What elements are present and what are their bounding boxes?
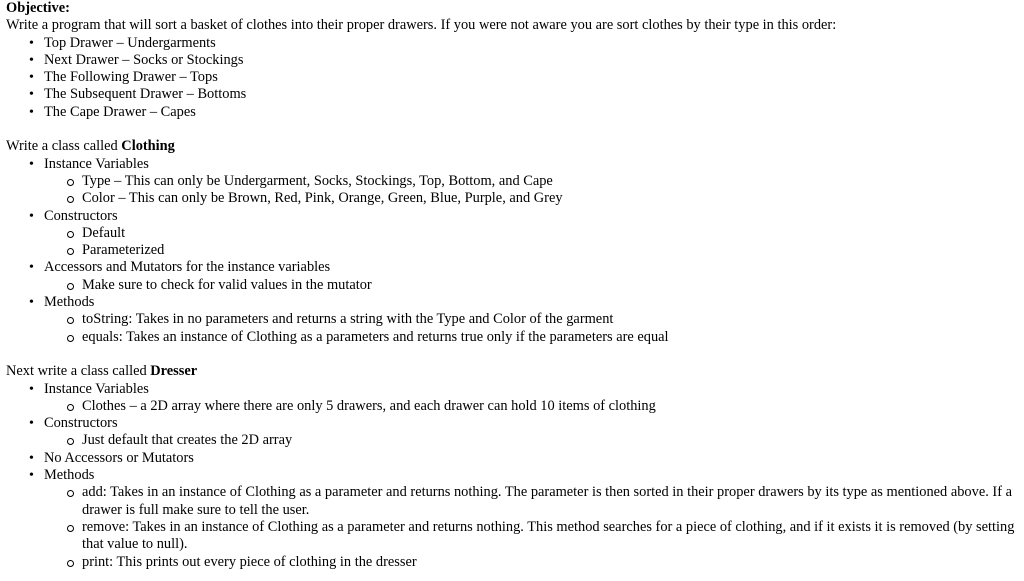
clothing-intro xyxy=(6,138,1024,155)
clothing-accessors xyxy=(6,259,1024,294)
sub-item: Just default that creates the 2D array xyxy=(44,432,1024,449)
sub-item: Clothes – a 2D array where there are only 5 drawers, and each drawer can hold 10 items of clothing xyxy=(44,398,1024,415)
dresser-accessors xyxy=(6,450,1024,467)
list-label: Constructors xyxy=(44,207,118,224)
drawer-order-list xyxy=(6,35,1024,121)
sub-list xyxy=(44,225,1024,260)
clothing-constructors xyxy=(6,208,1024,260)
list-label: Methods xyxy=(44,467,95,484)
sub-item: Color – This can only be Brown, Red, Pink, Orange, Green, Blue, Purple, and Grey xyxy=(44,190,1024,207)
drawer-item: • The Following Drawer – Tops xyxy=(6,69,1024,86)
dresser-spec-list xyxy=(6,381,1024,571)
clothing-methods xyxy=(6,294,1024,346)
dresser-class-name: Dresser xyxy=(150,363,198,380)
drawer-item: • The Subsequent Drawer – Bottoms xyxy=(6,86,1024,103)
sub-list xyxy=(44,311,1024,346)
section-spacer xyxy=(6,121,1024,138)
dresser-instance-variables xyxy=(6,381,1024,416)
sub-list xyxy=(44,398,1024,415)
sub-list xyxy=(44,484,1024,570)
objective-intro: Write a program that will sort a basket of clothes into their proper drawers. If you were not aware you are sort clothes by their type in this order: xyxy=(6,17,837,34)
sub-item: print: This prints out every piece of clothing in the dresser xyxy=(44,554,1024,571)
list-label: Accessors and Mutators for the instance variables xyxy=(44,259,331,276)
sub-list xyxy=(44,173,1024,208)
dresser-constructors xyxy=(6,415,1024,450)
dresser-intro-prefix: Next write a class called xyxy=(6,363,151,380)
drawer-item: • The Cape Drawer – Capes xyxy=(6,104,1024,121)
drawer-item: • Next Drawer – Socks or Stockings xyxy=(6,52,1024,69)
sub-item: Parameterized xyxy=(44,242,1024,259)
sub-item: toString: Takes in no parameters and returns a string with the Type and Color of the garment xyxy=(44,311,1024,328)
dresser-intro xyxy=(6,363,1024,380)
list-label: Methods xyxy=(44,294,95,311)
list-label: Instance Variables xyxy=(44,380,149,397)
list-label: Instance Variables xyxy=(44,155,149,172)
sub-item: Default xyxy=(44,225,1024,242)
sub-list xyxy=(44,277,1024,294)
sub-item: Type – This can only be Undergarment, Socks, Stockings, Top, Bottom, and Cape xyxy=(44,173,1024,190)
sub-list xyxy=(44,432,1024,449)
clothing-spec-list xyxy=(6,156,1024,346)
list-label: Constructors xyxy=(44,415,118,432)
list-label: No Accessors or Mutators xyxy=(44,449,194,466)
objective-heading: Objective: xyxy=(6,0,70,16)
sub-item: remove: Takes in an instance of Clothing as a parameter and returns nothing. This method searches for a piece of clothing, and if it exists it is removed (by setting that value to null). xyxy=(44,519,1024,554)
drawer-item: • Top Drawer – Undergarments xyxy=(6,35,1024,52)
sub-item: Make sure to check for valid values in the mutator xyxy=(44,277,1024,294)
sub-item: add: Takes in an instance of Clothing as a parameter and returns nothing. The parameter is then sorted in their proper drawers by its type as mentioned above. If a drawer is full make sure to tell the user. xyxy=(44,484,1024,519)
section-spacer xyxy=(6,346,1024,363)
clothing-intro-prefix: Write a class called xyxy=(6,138,122,155)
sub-item: equals: Takes an instance of Clothing as a parameters and returns true only if the parameters are equal xyxy=(44,329,1024,346)
clothing-instance-variables xyxy=(6,156,1024,208)
clothing-class-name: Clothing xyxy=(121,138,175,155)
dresser-methods xyxy=(6,467,1024,571)
